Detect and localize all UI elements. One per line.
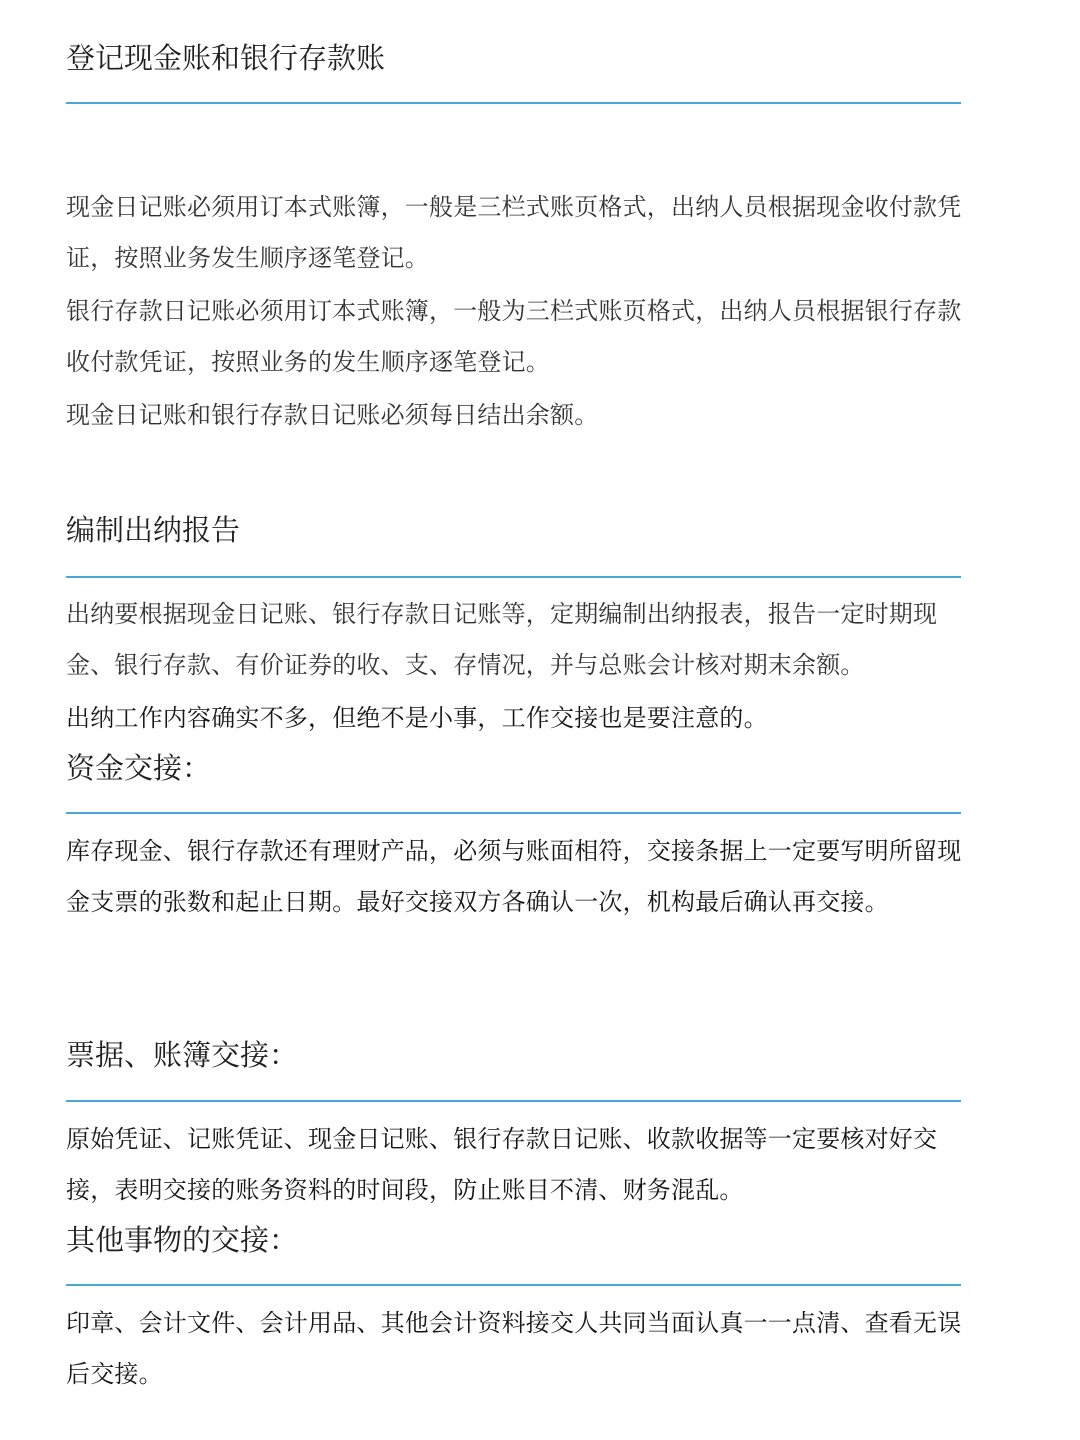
section-title-fund-handover: 资金交接： — [66, 751, 212, 785]
section-divider — [66, 102, 961, 104]
paragraph-daily-balance: 现金日记账和银行存款日记账必须每日结出余额。 — [66, 401, 599, 429]
section-title-cash-bank-ledger: 登记现金账和银行存款账 — [66, 41, 386, 75]
paragraph-fund-handover: 库存现金、银行存款还有理财产品，必须与账面相符，交接条据上一定要写明所留现金支票的张数和起止日期。最好交接双方各确认一次，机构最后确认再交接。 — [66, 837, 962, 916]
paragraph-bank-journal: 银行存款日记账必须用订本式账簿，一般为三栏式账页格式，出纳人员根据银行存款收付款凭证，按照业务的发生顺序逐笔登记。 — [66, 297, 962, 376]
section-divider — [66, 576, 961, 578]
paragraph-cash-journal: 现金日记账必须用订本式账簿，一般是三栏式账页格式，出纳人员根据现金收付款凭证，按照业务发生顺序逐笔登记。 — [66, 193, 962, 272]
section-divider — [66, 1284, 961, 1286]
paragraph-voucher-ledger-handover: 原始凭证、记账凭证、现金日记账、银行存款日记账、收款收据等一定要核对好交接，表明交接的账务资料的时间段，防止账目不清、财务混乱。 — [66, 1125, 938, 1204]
paragraph-handover-note: 出纳工作内容确实不多，但绝不是小事，工作交接也是要注意的。 — [66, 704, 768, 732]
paragraph-cashier-report: 出纳要根据现金日记账、银行存款日记账等，定期编制出纳报表，报告一定时期现金、银行存款、有价证券的收、支、存情况，并与总账会计核对期末余额。 — [66, 600, 938, 679]
section-title-cashier-report: 编制出纳报告 — [66, 513, 241, 547]
section-divider — [66, 812, 961, 814]
section-title-other-handover: 其他事物的交接： — [66, 1223, 299, 1257]
paragraph-other-handover: 印章、会计文件、会计用品、其他会计资料接交人共同当面认真一一点清、查看无误后交接。 — [66, 1309, 962, 1388]
section-divider — [66, 1100, 961, 1102]
section-title-voucher-ledger-handover: 票据、账簿交接： — [66, 1038, 299, 1072]
